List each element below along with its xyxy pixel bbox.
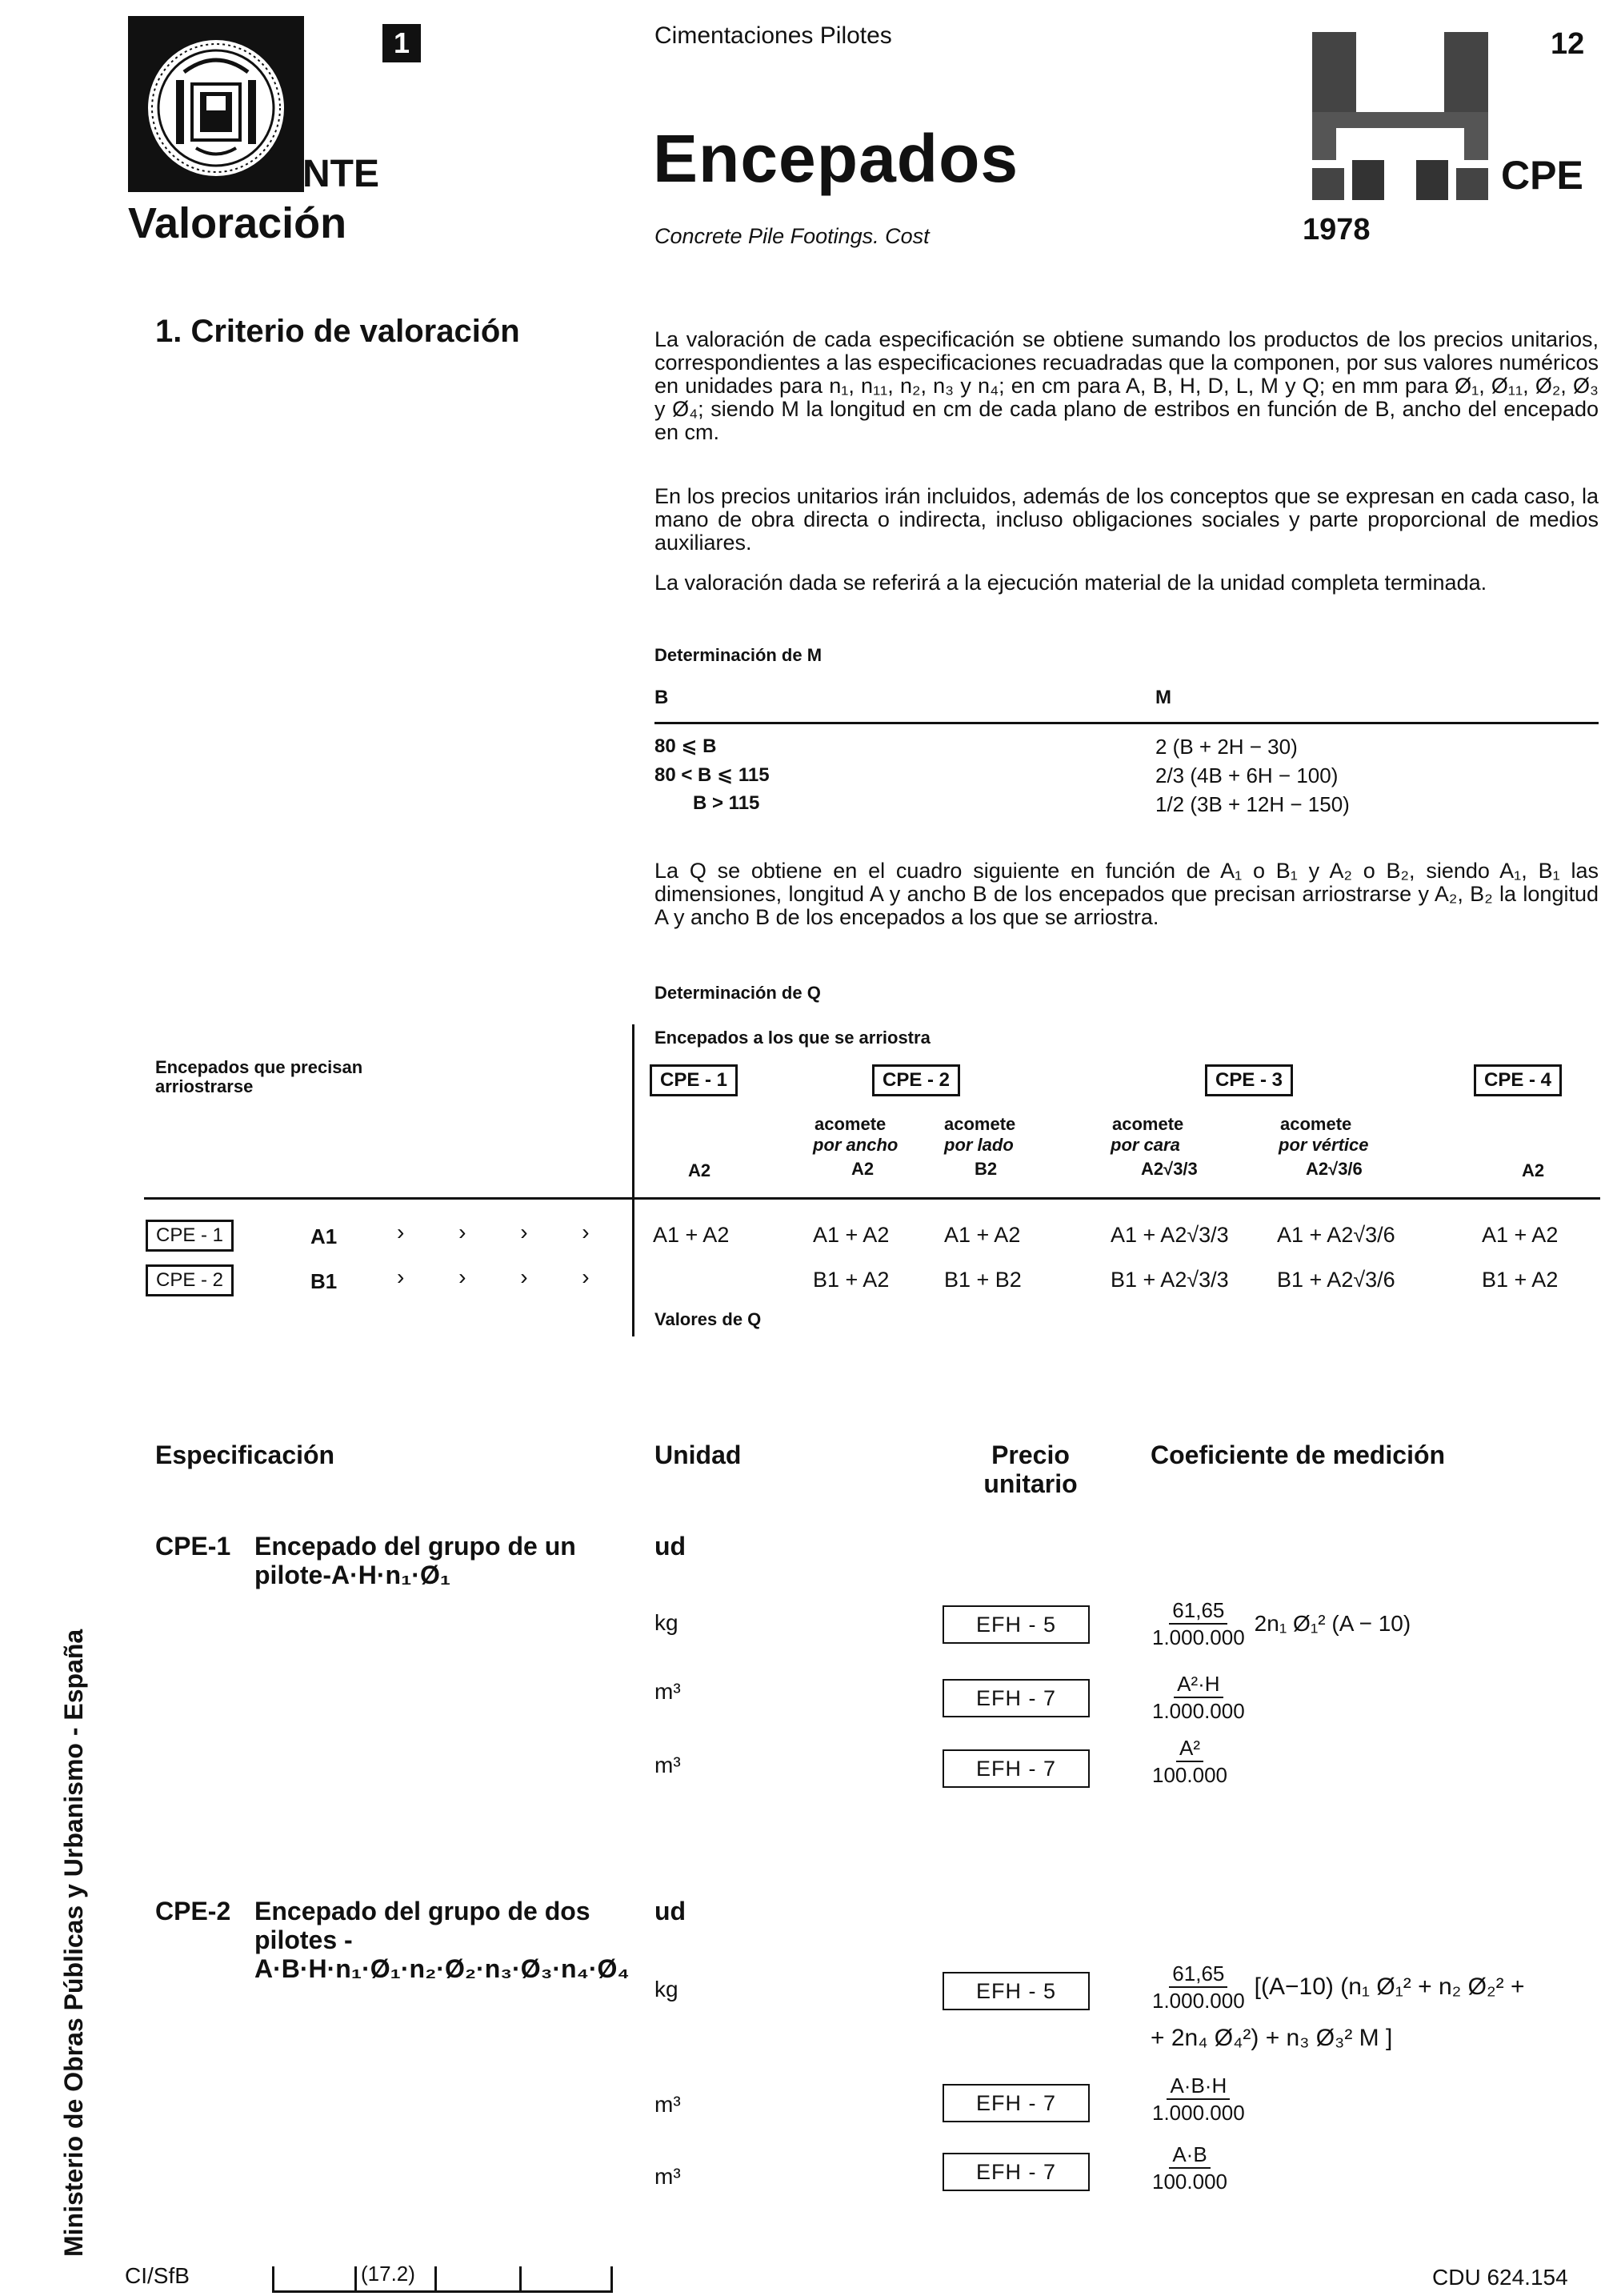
q-row-2-var: B1 [310, 1269, 338, 1293]
m-table-rule [654, 722, 1599, 724]
spec-2-unit: ud [654, 1897, 686, 1925]
spec-2-line-1-tail: [(A−10) (n₁ Ø₁² + n₂ Ø₂² + [1254, 1973, 1525, 2000]
spec-1-line-1-den: 1.000.000 [1152, 1625, 1245, 1649]
section-title: Valoración [128, 199, 347, 247]
q-sub-col-6-var: A2 [1522, 1160, 1545, 1180]
cisfb-label: CI/SfB [125, 2263, 190, 2288]
m-row-3-b: B > 115 [693, 792, 760, 814]
spec-1-line-2-num: A²·H [1174, 1671, 1223, 1698]
q-table-caption: Determinación de Q [654, 983, 821, 1003]
q-sub-col-3-line2: por lado [944, 1135, 1014, 1155]
spec-2-line-1-price: EFH - 5 [943, 1972, 1090, 2010]
q-row-1-cell-5: A1 + A2√3/6 [1277, 1223, 1395, 1247]
q-group-cpe-3: CPE - 3 [1205, 1064, 1293, 1096]
m-row-1-b: 80 ⩽ B [654, 735, 717, 757]
q-row-2-cell-6: B1 + A2 [1482, 1268, 1559, 1292]
m-table-col-m: M [1155, 687, 1171, 708]
cdu-label: CDU 624.154 [1432, 2265, 1568, 2290]
q-row-1-label: CPE - 1 [146, 1220, 234, 1252]
q-table-rule [144, 1197, 1600, 1200]
q-sub-col-5-line1: acomete [1280, 1114, 1352, 1134]
q-group-cpe-2: CPE - 2 [872, 1064, 960, 1096]
q-sub-col-3-var: B2 [975, 1159, 998, 1179]
spec-2-line-1-coef [1149, 1961, 1524, 2014]
spec-1-title: Encepado del grupo de un pilote-A·H·n₁·Ø₁ [254, 1532, 576, 1589]
q-row-2-arrows: › › › › [397, 1264, 614, 1289]
coef-col-header: Coeficiente de medición [1151, 1441, 1446, 1469]
spec-1-line-1-coef [1149, 1597, 1411, 1650]
spec-2-line-3-price: EFH - 7 [943, 2153, 1090, 2191]
cisfb-box [272, 2262, 613, 2293]
q-sub-col-4-line2: por cara [1111, 1135, 1180, 1155]
q-row-2-cell-3: B1 + B2 [944, 1268, 1022, 1292]
spec-1-line-2-coef [1149, 1671, 1248, 1724]
cpe-logo [1312, 32, 1488, 200]
spec-1-line-3-num: A² [1176, 1735, 1203, 1762]
nte-label: NTE [302, 153, 379, 195]
spec-2-line-3-unit: m³ [654, 2164, 681, 2189]
q-sub-col-3-line1: acomete [944, 1114, 1016, 1134]
spec-1-line-3-price: EFH - 7 [943, 1749, 1090, 1788]
spec-1-line-1-tail: 2n₁ Ø₁² (A − 10) [1254, 1611, 1411, 1636]
m-row-2-m: 2/3 (4B + 6H − 100) [1155, 763, 1339, 787]
spec-2-line-2-price: EFH - 7 [943, 2084, 1090, 2122]
m-row-3-m: 1/2 (3B + 12H − 150) [1155, 792, 1350, 816]
spec-2-code: CPE-2 [155, 1897, 231, 1925]
page-subtitle: Concrete Pile Footings. Cost [654, 224, 930, 248]
q-table-left-header: Encepados que precisan arriostrarse [155, 1057, 363, 1096]
spec-2-line-3-coef [1149, 2142, 1231, 2194]
spec-2-line-1-num: 61,65 [1169, 1961, 1227, 1988]
q-row-2-cell-4: B1 + A2√3/3 [1111, 1268, 1229, 1292]
spec-1-line-2-price: EFH - 7 [943, 1679, 1090, 1717]
cisfb-code: (17.2) [361, 2262, 415, 2286]
price-col-header: Precio unitario [983, 1441, 1078, 1498]
q-sub-col-2-line2: por ancho [813, 1135, 899, 1155]
q-sub-col-5-var: A2√3/6 [1306, 1159, 1363, 1179]
q-row-1-arrows: › › › › [397, 1220, 614, 1244]
ministry-seal [128, 16, 304, 192]
q-row-1-cell-3: A1 + A2 [944, 1223, 1021, 1247]
q-sub-col-5-line2: por vértice [1279, 1135, 1369, 1155]
spec-1-line-1-unit: kg [654, 1610, 678, 1635]
spec-2-line-1-den: 1.000.000 [1152, 1989, 1245, 2013]
q-table-vline [632, 1024, 634, 1336]
q-sub-col-2-line1: acomete [815, 1114, 887, 1134]
spec-1-line-2-den: 1.000.000 [1152, 1699, 1245, 1723]
spec-1-line-3-coef [1149, 1735, 1231, 1788]
q-sub-col-2-var: A2 [851, 1159, 875, 1179]
criteria-paragraph-3: La valoración dada se referirá a la ejecución material de la unidad completa terminada. [654, 571, 1487, 595]
spec-2-line-2-num: A·B·H [1167, 2073, 1230, 2100]
q-row-1-cell-6: A1 + A2 [1482, 1223, 1559, 1247]
code-label: CPE [1501, 153, 1583, 198]
q-row-2-label: CPE - 2 [146, 1264, 234, 1296]
side-ministry-text: Ministerio de Obras Públicas y Urbanismo - España [59, 1629, 88, 2257]
spec-2-line-3-num: A·B [1169, 2142, 1210, 2169]
spec-2-line-1-tail-2: + 2n₄ Ø₄²) + n₃ Ø₃² M ] [1151, 2025, 1393, 2051]
spec-1-line-1-num: 61,65 [1169, 1597, 1227, 1625]
q-group-cpe-1: CPE - 1 [650, 1064, 738, 1096]
q-row-1-var: A1 [310, 1224, 338, 1248]
q-group-cpe-4: CPE - 4 [1474, 1064, 1562, 1096]
spec-1-line-3-unit: m³ [654, 1753, 681, 1777]
spec-1-line-2-unit: m³ [654, 1679, 681, 1704]
spec-1-line-3-den: 100.000 [1152, 1763, 1227, 1787]
unit-col-header: Unidad [654, 1441, 742, 1469]
q-row-2-cell-5: B1 + A2√3/6 [1277, 1268, 1395, 1292]
spec-2-line-2-den: 1.000.000 [1152, 2101, 1245, 2125]
m-row-2-b: 80 < B ⩽ 115 [654, 764, 770, 786]
q-row-2-cell-2: B1 + A2 [813, 1268, 890, 1292]
q-sub-col-1-var: A2 [688, 1160, 711, 1180]
spec-2-line-3-den: 100.000 [1152, 2170, 1227, 2194]
spec-1-code: CPE-1 [155, 1532, 231, 1561]
q-sub-col-4-var: A2√3/3 [1141, 1159, 1198, 1179]
spec-1-unit: ud [654, 1532, 686, 1561]
q-sub-col-4-line1: acomete [1112, 1114, 1184, 1134]
spec-col-header: Especificación [155, 1441, 335, 1469]
page-title: Encepados [653, 121, 1019, 196]
q-row-1-cell-4: A1 + A2√3/3 [1111, 1223, 1229, 1247]
q-table-top-header: Encepados a los que se arriostra [654, 1028, 931, 1048]
m-row-1-m: 2 (B + 2H − 30) [1155, 735, 1298, 759]
spec-2-line-2-coef [1149, 2073, 1248, 2126]
q-row-1-cell-1: A1 + A2 [653, 1223, 730, 1247]
page-number: 12 [1551, 27, 1585, 61]
year-label: 1978 [1303, 213, 1371, 246]
m-table-caption: Determinación de M [654, 645, 823, 665]
spec-2-title: Encepado del grupo de dos pilotes -A·B·H·n₁·Ø₁·n₂·Ø₂·n₃·Ø₃·n₄·Ø₄ [254, 1897, 630, 1983]
category-label: Cimentaciones Pilotes [654, 22, 892, 49]
criteria-paragraph-1: La valoración de cada especificación se obtiene sumando los productos de los precios unitarios, correspondientes a las especificaciones recuadradas que la componen, por sus valores numéricos en unidades para n₁, n₁₁, n₂, n₃ y n₄; en cm para A, B, H, D, L, M y Q; en mm para Ø₁, Ø₁₁, Ø₂, Ø₃ y Ø₄; siendo M la longitud en cm de cada plano de estribos en función de B, ancho del encepado en cm. [654, 327, 1599, 444]
q-table-footer: Valores de Q [654, 1309, 762, 1329]
volume-number-badge: 1 [382, 24, 421, 62]
q-intro-paragraph: La Q se obtiene en el cuadro siguiente en función de A₁ o B₁ y A₂ o B₂, siendo A₁, B₁ las dimensiones, longitud A y ancho B de los encepados que precisan arriostrarse y A₂, B₂ la longitud A y ancho B de los encepados a los que se arriostra. [654, 859, 1599, 929]
spec-1-line-1-price: EFH - 5 [943, 1605, 1090, 1644]
spec-2-line-2-unit: m³ [654, 2092, 681, 2117]
criteria-heading: 1. Criterio de valoración [155, 314, 520, 349]
spec-2-line-1-unit: kg [654, 1977, 678, 2001]
criteria-paragraph-2: En los precios unitarios irán incluidos, además de los conceptos que se expresan en cada caso, la mano de obra directa o indirecta, incluso obligaciones sociales y parte proporcional de medios auxiliares. [654, 484, 1599, 555]
q-row-1-cell-2: A1 + A2 [813, 1223, 890, 1247]
m-table-col-b: B [654, 687, 669, 708]
